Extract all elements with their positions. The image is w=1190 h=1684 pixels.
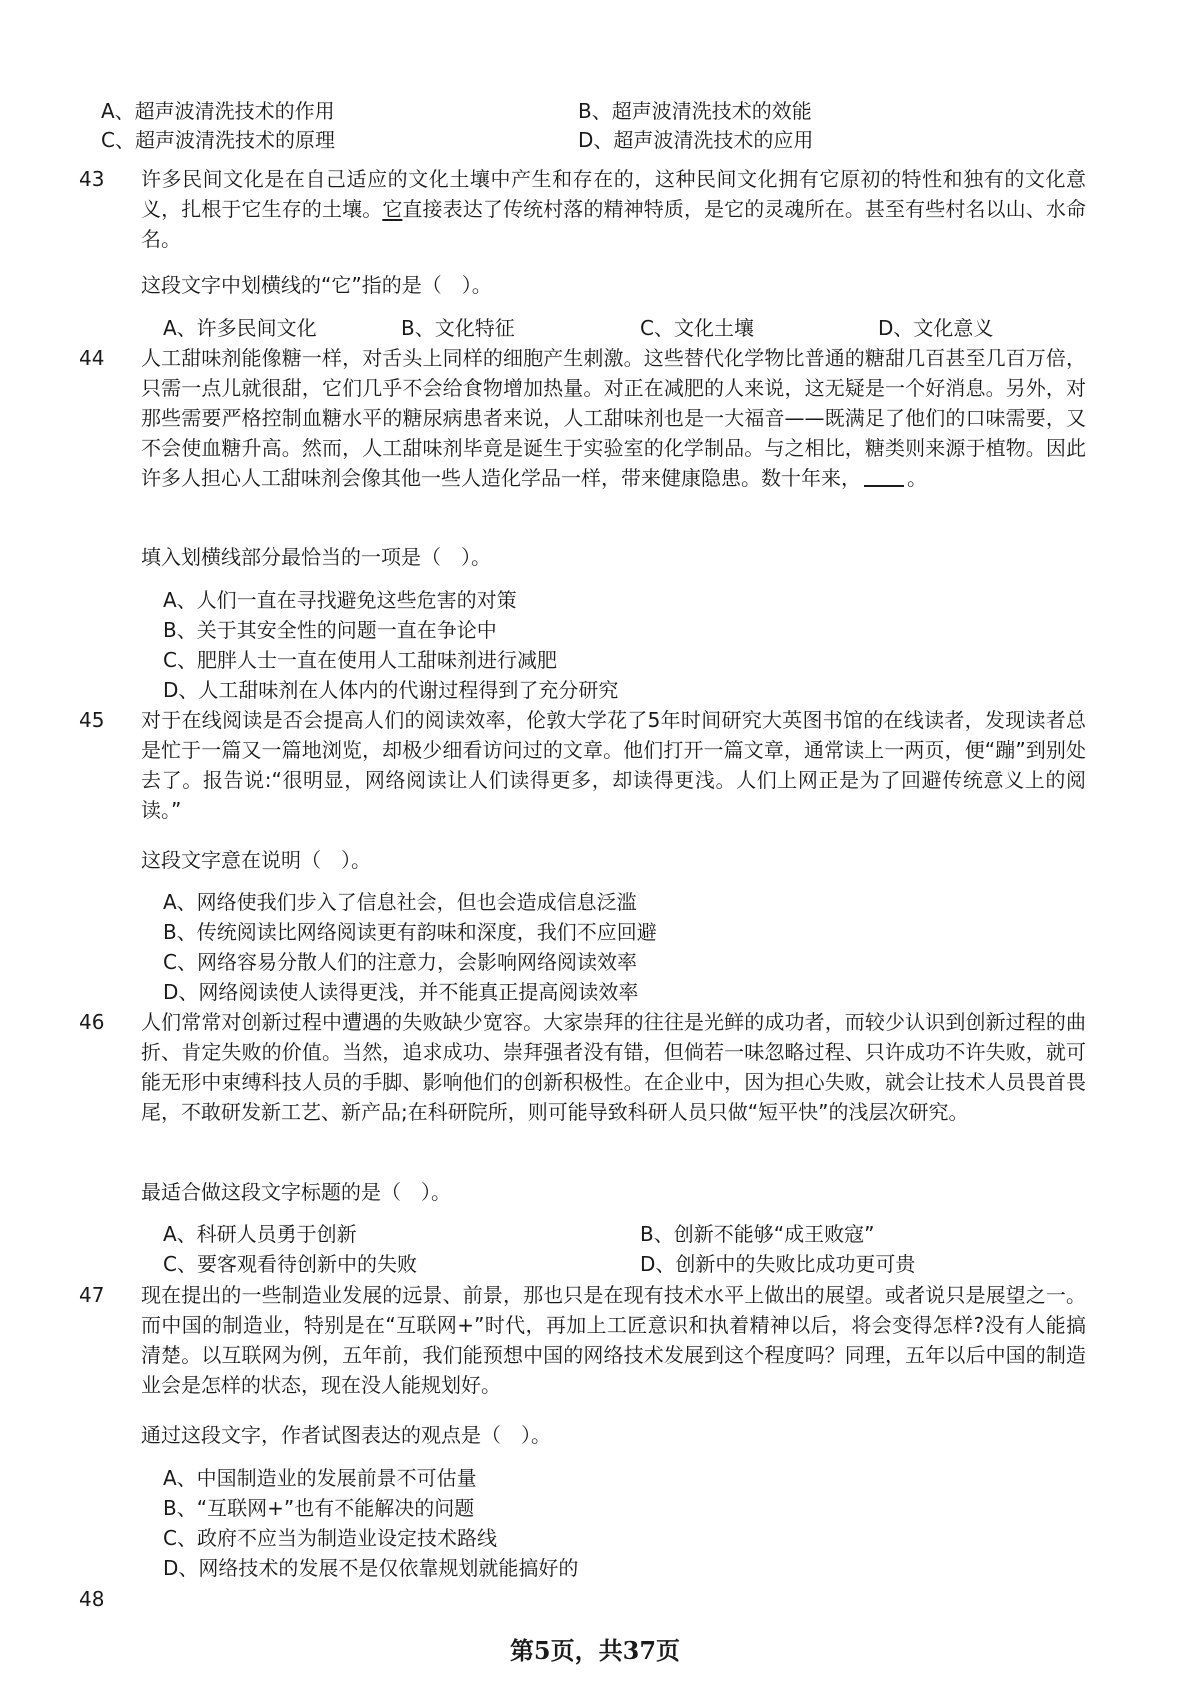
q45-stem: 对于在线阅读是否会提高人们的阅读效率，伦敦大学花了5年时间研究大英图书馆的在线读者，发现读者总是忙于一篇又一篇地浏览，却极少细看访问过的文章。他们打开一篇文章，通常读上一两页，便“蹦”到别处去了。报告说:“很明显，网络阅读让人们读得更多，却读得更浅。人们上网正是为了回避传统意义上的阅读。”: [141, 708, 1086, 822]
q44-stem-after: 。: [907, 466, 927, 490]
q44-option-b: B、关于其安全性的问题一直在争论中: [163, 618, 497, 642]
q44-stem: [141, 343, 1086, 493]
question-number-45: 45: [79, 708, 105, 732]
q42-option-d: D、超声波清洗技术的应用: [578, 128, 814, 152]
q45-option-d: D、网络阅读使人读得更浅，并不能真正提高阅读效率: [163, 980, 639, 1004]
q44-option-a: A、人们一直在寻找避免这些危害的对策: [163, 588, 517, 612]
q44-option-d: D、人工甜味剂在人体内的代谢过程得到了充分研究: [163, 678, 619, 702]
q45-prompt: 这段文字意在说明（ ）。: [141, 848, 371, 872]
q43-option-a: A、许多民间文化: [163, 316, 317, 340]
q43-option-c: C、文化土壤: [640, 316, 754, 340]
q43-option-d: D、文化意义: [878, 316, 994, 340]
q46-option-c: C、要客观看待创新中的失败: [163, 1252, 417, 1276]
q47-stem: 现在提出的一些制造业发展的远景、前景，那也只是在现有技术水平上做出的展望。或者说只是展望之一。而中国的制造业，特别是在“互联网+”时代，再加上工匠意识和执着精神以后，将会变得怎样?没有人能搞清楚。以互联网为例，五年前，我们能预想中国的网络技术发展到这个程度吗？同理，五年以后中国的制造业会是怎样的状态，现在没人能规划好。: [141, 1283, 1086, 1397]
q44-option-c: C、肥胖人士一直在使用人工甜味剂进行减肥: [163, 648, 557, 672]
q43-stem-after: 直接表达了传统村落的精神特质，是它的灵魂所在。甚至有些村名以山、水命名。: [141, 197, 1087, 251]
page-footer: 第5页，共37页: [509, 1636, 681, 1665]
q47-option-b: B、“互联网+”也有不能解决的问题: [163, 1496, 475, 1520]
q42-option-b: B、超声波清洗技术的效能: [578, 99, 812, 123]
q44-stem-before: 人工甜味剂能像糖一样，对舌头上同样的细胞产生刺激。这些替代化学物比普通的糖甜几百甚至几百万倍，只需一点儿就很甜，它们几乎不会给食物增加热量。对正在减肥的人来说，这无疑是一个好消息。另外，对那些需要严格控制血糖水平的糖尿病患者来说，人工甜味剂也是一大福音——既满足了他们的口味需要，又不会使血糖升高。然而，人工甜味剂毕竟是诞生于实验室的化学制品。与之相比，糖类则来源于植物。因此许多人担心人工甜味剂会像其他一些人造化学品一样，带来健康隐患。数十年来，: [141, 346, 1086, 490]
question-number-43: 43: [79, 167, 105, 191]
q43-prompt: 这段文字中划横线的“它”指的是（ ）。: [141, 273, 492, 297]
q44-prompt: 填入划横线部分最恰当的一项是（ ）。: [141, 545, 491, 569]
question-number-48: 48: [79, 1587, 105, 1611]
q42-option-a: A、超声波清洗技术的作用: [101, 99, 335, 123]
question-number-44: 44: [79, 346, 105, 370]
q43-stem: [141, 164, 1086, 254]
question-number-46: 46: [79, 1010, 105, 1034]
question-number-47: 47: [79, 1283, 105, 1307]
q47-option-c: C、政府不应当为制造业设定技术路线: [163, 1526, 497, 1550]
q45-option-c: C、网络容易分散人们的注意力，会影响网络阅读效率: [163, 950, 637, 974]
q46-prompt: 最适合做这段文字标题的是（ ）。: [141, 1180, 451, 1204]
q46-option-a: A、科研人员勇于创新: [163, 1222, 357, 1246]
q46-option-d: D、创新中的失败比成功更可贵: [640, 1252, 916, 1276]
q47-option-d: D、网络技术的发展不是仅依靠规划就能搞好的: [163, 1556, 579, 1580]
q45-option-a: A、网络使我们步入了信息社会，但也会造成信息泛滥: [163, 890, 637, 914]
q46-stem: 人们常常对创新过程中遭遇的失败缺少宽容。大家崇拜的往往是光鲜的成功者，而较少认识到创新过程的曲折、肯定失败的价值。当然，追求成功、崇拜强者没有错，但倘若一味忽略过程、只许成功不许失败，就可能无形中束缚科技人员的手脚、影响他们的创新积极性。在企业中，因为担心失败，就会让技术人员畏首畏尾，不敢研发新工艺、新产品;在科研院所，则可能导致科研人员只做“短平快”的浅层次研究。: [141, 1010, 1086, 1124]
q45-option-b: B、传统阅读比网络阅读更有韵味和深度，我们不应回避: [163, 920, 657, 944]
q44-blank: [864, 465, 904, 487]
q47-prompt: 通过这段文字，作者试图表达的观点是（ ）。: [141, 1423, 551, 1447]
q43-stem-before: 许多民间文化是在自己适应的文化土壤中产生和存在的，这种民间文化拥有它原初的特性和独有的文化意义，扎根于它生存的土壤。: [141, 167, 1086, 221]
q43-option-b: B、文化特征: [401, 316, 515, 340]
q46-option-b: B、创新不能够“成王败寇”: [640, 1222, 875, 1246]
q43-underlined-word: 它: [382, 197, 403, 221]
q42-option-c: C、超声波清洗技术的原理: [101, 128, 335, 152]
q47-option-a: A、中国制造业的发展前景不可估量: [163, 1466, 477, 1490]
